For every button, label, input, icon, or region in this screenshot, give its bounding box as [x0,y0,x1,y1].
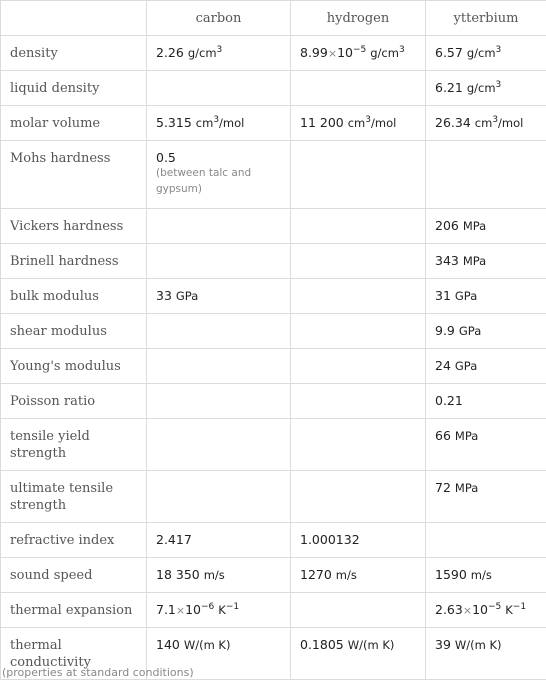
cell-value: 31 [435,288,451,303]
cell-ytterbium [426,349,546,384]
cell-value: 1590 [435,567,467,582]
cell-note: (between talc and gypsum) [156,167,252,195]
cell-value: 6.57 [435,45,463,60]
table-row [1,106,546,141]
row-label-text: Vickers hardness [10,219,124,234]
row-label-text: sound speed [10,568,93,583]
cell-unit: g/cm [466,81,496,95]
cell-value: 72 [435,480,451,495]
table-row [1,314,546,349]
cell-value: 7.1 [156,602,176,617]
unit-exponent: 3 [495,80,502,90]
cell-ytterbium [426,314,546,349]
table-row [1,209,546,244]
cell-unit: g/cm [466,46,496,60]
row-label [1,558,147,593]
cell-unit: GPa [458,324,482,338]
row-label-text: ultimate tensile strength [10,481,114,513]
unit-exponent: 3 [492,115,499,125]
cell-carbon [147,471,291,523]
cell-ytterbium [426,71,546,106]
cell-value: 11 200 [300,115,344,130]
cell-unit: m/s [203,568,225,582]
cell-unit: MPa [454,481,479,495]
row-label-text: liquid density [10,81,100,96]
header-row [1,1,546,36]
cell-value: 24 [435,358,451,373]
cell-hydrogen [291,106,426,141]
unit-exponent: −1 [225,602,240,612]
footer-note: (properties at standard conditions) [2,666,194,679]
cell-carbon [147,419,291,471]
column-header-hydrogen: hydrogen [291,1,426,36]
exponent-base: 10 [337,45,353,60]
exponent-base: 10 [472,602,488,617]
row-label [1,384,147,419]
unit-exponent: −1 [512,602,527,612]
table-row [1,593,546,628]
cell-value: 8.99 [300,45,328,60]
cell-value: 18 350 [156,567,200,582]
cell-carbon [147,279,291,314]
cell-ytterbium [426,593,546,628]
cell-unit: g/cm [187,46,217,60]
cell-value: 2.26 [156,45,184,60]
cell-value: 2.63 [435,602,463,617]
cell-value: 0.5 [156,150,176,165]
cell-unit: m/s [335,568,357,582]
cell-unit: MPa [462,219,487,233]
cell-carbon [147,384,291,419]
cell-unit: K [218,603,226,617]
exponent: −6 [201,602,215,612]
unit-exponent: 3 [216,45,223,55]
table-row [1,419,546,471]
cell-unit: g/cm [370,46,399,60]
header-corner [1,1,147,36]
cell-unit: W/(m K) [347,638,395,652]
cell-ytterbium [426,244,546,279]
cell-carbon [147,141,291,209]
cell-hydrogen [291,523,426,558]
cell-unit: cm [474,116,493,130]
cell-ytterbium [426,279,546,314]
row-label-text: Mohs hardness [10,151,111,166]
times-sign: × [327,47,338,60]
cell-ytterbium [426,106,546,141]
row-label [1,244,147,279]
column-header-carbon: carbon [147,1,291,36]
cell-carbon [147,209,291,244]
cell-carbon [147,71,291,106]
row-label-text: thermal expansion [10,603,133,618]
row-label-text: thermal conductivity [10,638,91,670]
table-row [1,36,546,71]
row-label [1,36,147,71]
cell-ytterbium [426,419,546,471]
table-row [1,471,546,523]
cell-value: 66 [435,428,451,443]
cell-unit: K [505,603,513,617]
cell-unit-suffix: /mol [219,116,245,130]
cell-unit: GPa [454,359,478,373]
cell-ytterbium [426,141,546,209]
cell-unit: GPa [454,289,478,303]
cell-hydrogen [291,36,426,71]
row-label-text: Poisson ratio [10,394,96,409]
row-label [1,71,147,106]
cell-hydrogen [291,209,426,244]
cell-hydrogen [291,244,426,279]
row-label [1,209,147,244]
cell-unit-suffix: /mol [371,116,397,130]
cell-value: 39 [435,637,451,652]
table-row [1,141,546,209]
cell-hydrogen [291,71,426,106]
cell-carbon [147,593,291,628]
cell-carbon [147,244,291,279]
cell-carbon [147,36,291,71]
cell-ytterbium [426,471,546,523]
table-row [1,558,546,593]
cell-value: 0.1805 [300,637,344,652]
cell-value: 1.000132 [300,532,360,547]
cell-unit: MPa [462,254,487,268]
cell-value: 140 [156,637,180,652]
row-label-text: refractive index [10,533,115,548]
cell-carbon [147,558,291,593]
row-label-text: density [10,46,58,61]
cell-unit-suffix: /mol [498,116,524,130]
cell-hydrogen [291,471,426,523]
cell-value: 2.417 [156,532,192,547]
cell-unit: GPa [175,289,199,303]
row-label [1,349,147,384]
row-label [1,419,147,471]
cell-ytterbium [426,36,546,71]
unit-exponent: 3 [365,115,371,125]
cell-hydrogen [291,558,426,593]
cell-unit: MPa [454,429,479,443]
cell-carbon [147,349,291,384]
exponent-base: 10 [185,602,202,617]
row-label-text: Brinell hardness [10,254,119,269]
cell-ytterbium [426,209,546,244]
table-body [1,36,546,680]
row-label [1,523,147,558]
row-label [1,141,147,209]
row-label-text: Young's modulus [10,359,121,374]
cell-hydrogen [291,593,426,628]
cell-carbon [147,106,291,141]
table-row [1,384,546,419]
row-label [1,471,147,523]
row-label [1,279,147,314]
unit-exponent: 3 [398,45,405,55]
cell-ytterbium [426,628,546,680]
cell-hydrogen [291,349,426,384]
cell-carbon [147,314,291,349]
table-row [1,523,546,558]
table-row [1,244,546,279]
cell-value: 343 [435,253,459,268]
cell-unit: W/(m K) [454,638,502,652]
cell-hydrogen [291,384,426,419]
cell-value: 26.34 [435,115,471,130]
cell-ytterbium [426,384,546,419]
table-row [1,279,546,314]
row-label-text: molar volume [10,116,101,131]
cell-unit: cm [347,116,366,130]
table-row [1,71,546,106]
cell-hydrogen [291,141,426,209]
unit-exponent: 3 [213,115,220,125]
cell-hydrogen [291,628,426,680]
cell-unit: W/(m K) [183,638,231,652]
cell-carbon [147,523,291,558]
row-label [1,593,147,628]
times-sign: × [462,604,473,617]
cell-hydrogen [291,314,426,349]
cell-unit: m/s [470,568,492,582]
cell-hydrogen [291,419,426,471]
exponent: −5 [352,45,367,55]
cell-value: 206 [435,218,459,233]
table-row [1,349,546,384]
cell-value: 33 [156,288,172,303]
cell-ytterbium [426,558,546,593]
exponent: −5 [487,602,502,612]
row-label [1,314,147,349]
unit-exponent: 3 [495,45,502,55]
row-label-text: shear modulus [10,324,107,339]
cell-unit: cm [195,116,214,130]
cell-hydrogen [291,279,426,314]
times-sign: × [175,604,186,617]
cell-value: 0.21 [435,393,463,408]
cell-value: 5.315 [156,115,192,130]
cell-value: 9.9 [435,323,455,338]
row-label-text: bulk modulus [10,289,99,304]
cell-value: 6.21 [435,80,463,95]
cell-ytterbium [426,523,546,558]
cell-value: 1270 [300,567,332,582]
row-label [1,106,147,141]
column-header-ytterbium: ytterbium [426,1,546,36]
row-label-text: tensile yield strength [10,429,90,461]
